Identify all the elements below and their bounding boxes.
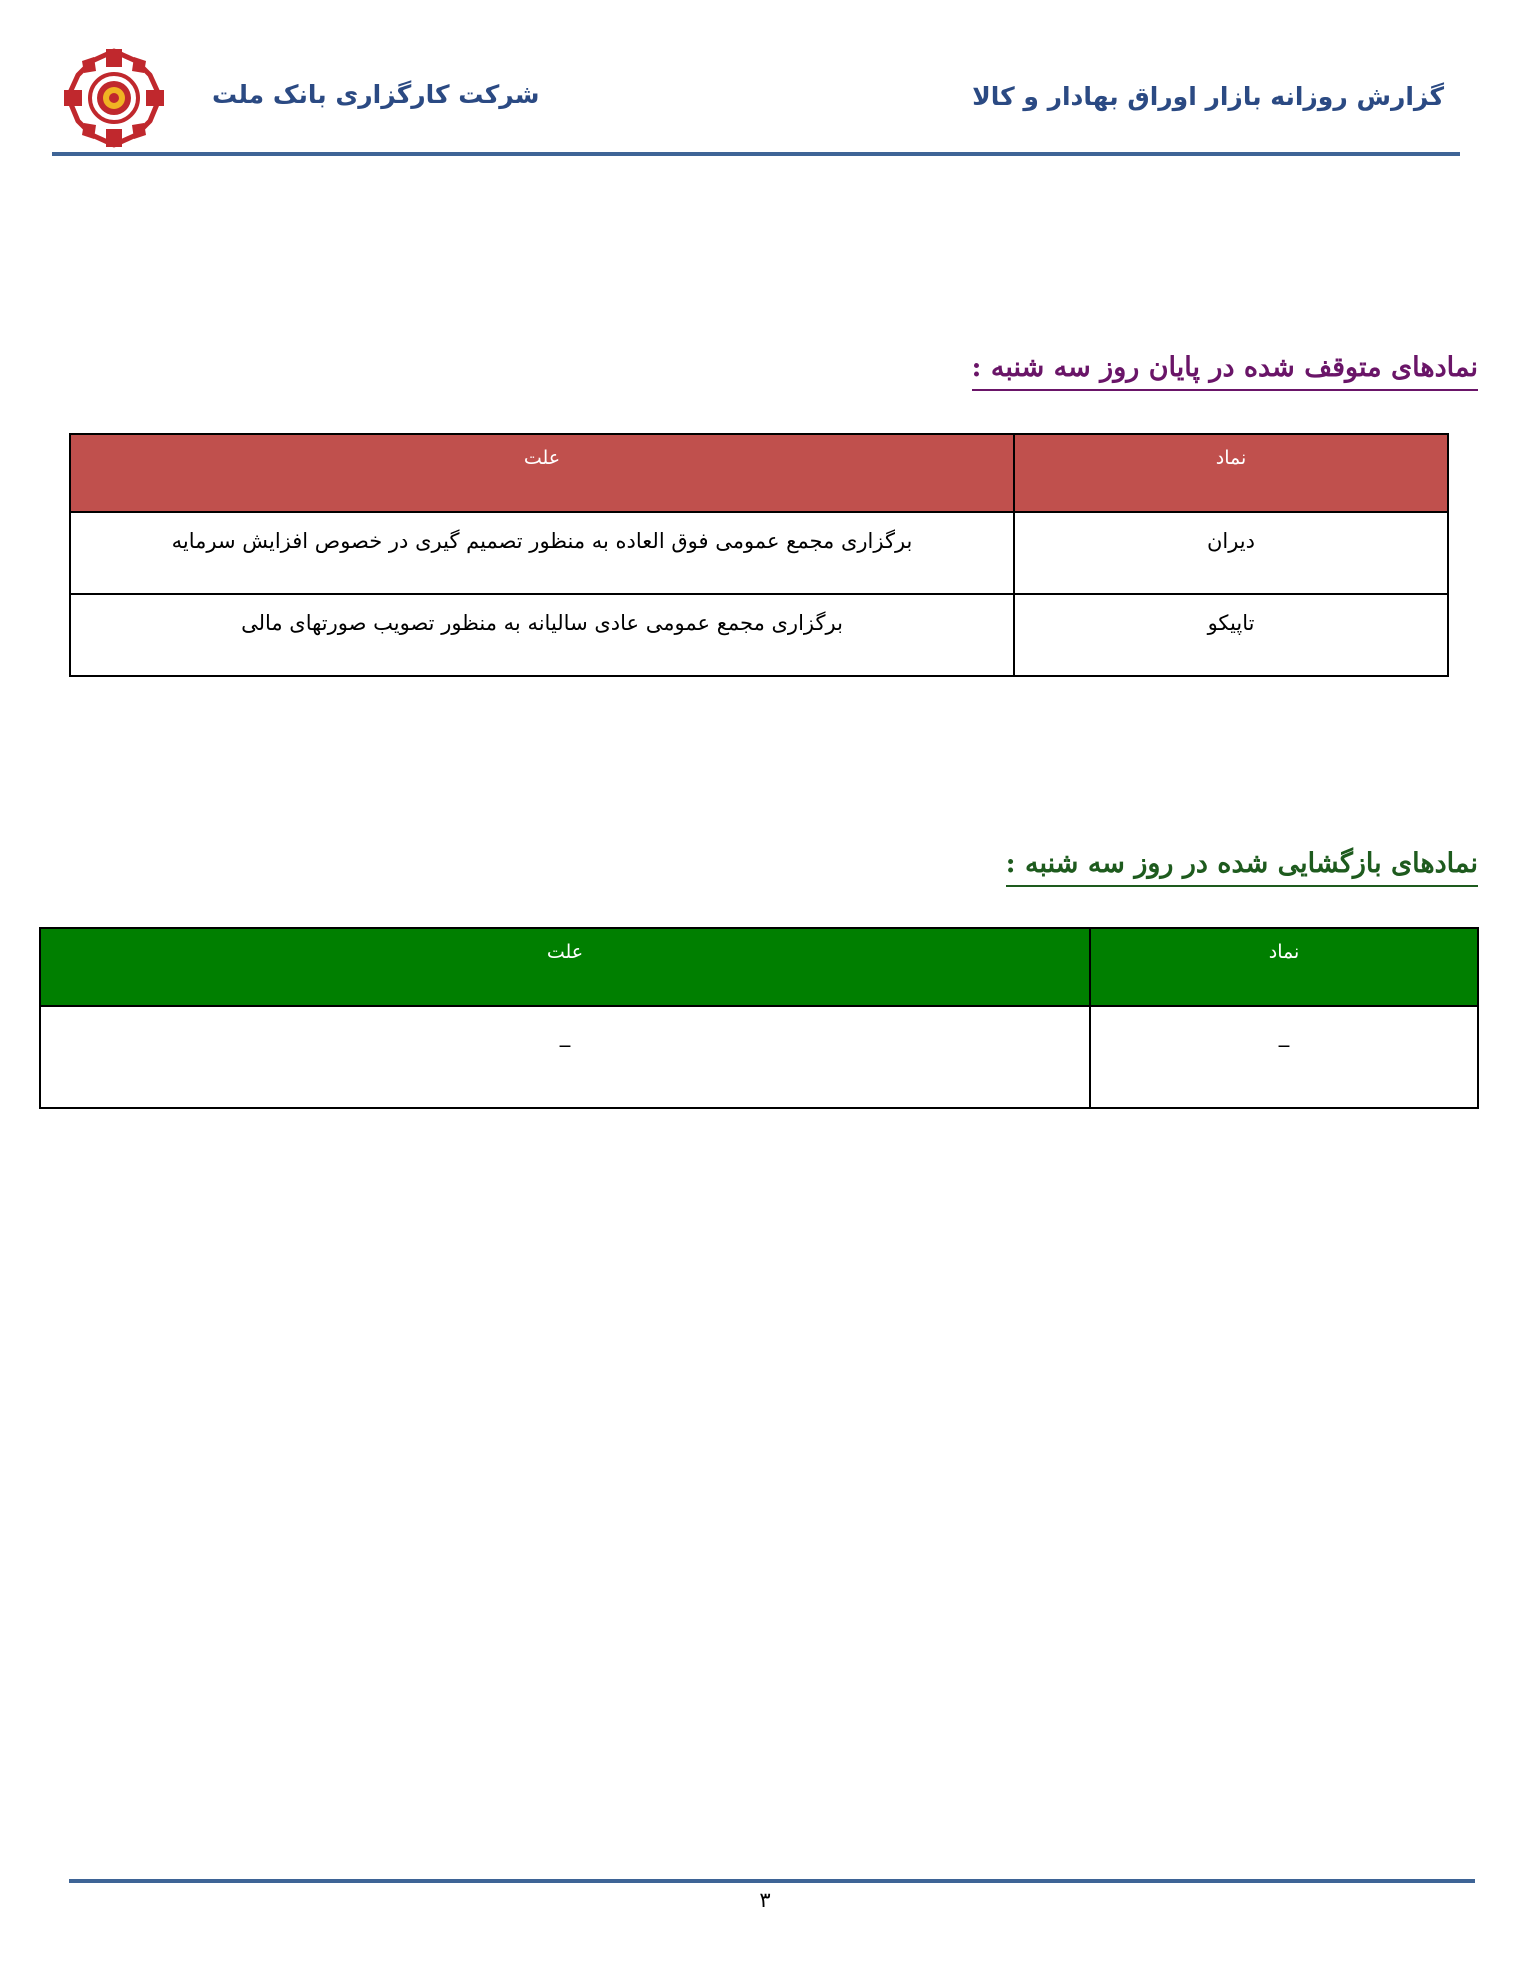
table-header-row [70, 434, 1448, 512]
halted-symbols-table [69, 433, 1449, 677]
reason-cell: برگزاری مجمع عمومی عادی سالیانه به منظور تصویب صورتهای مالی [70, 594, 1014, 676]
column-header-symbol: نماد [1014, 434, 1448, 512]
reopened-symbols-heading: نمادهای بازگشایی شده در روز سه شنبه : [1006, 848, 1478, 887]
company-name: شرکت کارگزاری بانک ملت [212, 80, 540, 109]
footer-rule [69, 1879, 1475, 1883]
reason-cell: برگزاری مجمع عمومی فوق العاده به منظور تصمیم گیری در خصوص افزایش سرمایه [70, 512, 1014, 594]
column-header-reason: علت [40, 928, 1090, 1006]
symbol-cell: _ [1090, 1006, 1478, 1108]
halted-symbols-heading: نمادهای متوقف شده در پایان روز سه شنبه : [972, 352, 1478, 391]
bank-mellat-logo-icon [62, 47, 166, 149]
table-row [70, 512, 1448, 594]
table-row [70, 594, 1448, 676]
column-header-symbol: نماد [1090, 928, 1478, 1006]
reopened-symbols-table [39, 927, 1479, 1109]
symbol-cell: تاپیکو [1014, 594, 1448, 676]
report-title: گزارش روزانه بازار اوراق بهادار و کالا [972, 82, 1444, 111]
column-header-reason: علت [70, 434, 1014, 512]
table-row [40, 1006, 1478, 1108]
page-number: ۳ [759, 1888, 771, 1912]
table-header-row [40, 928, 1478, 1006]
reason-cell: _ [40, 1006, 1090, 1108]
header-rule [52, 152, 1460, 156]
symbol-cell: دیران [1014, 512, 1448, 594]
